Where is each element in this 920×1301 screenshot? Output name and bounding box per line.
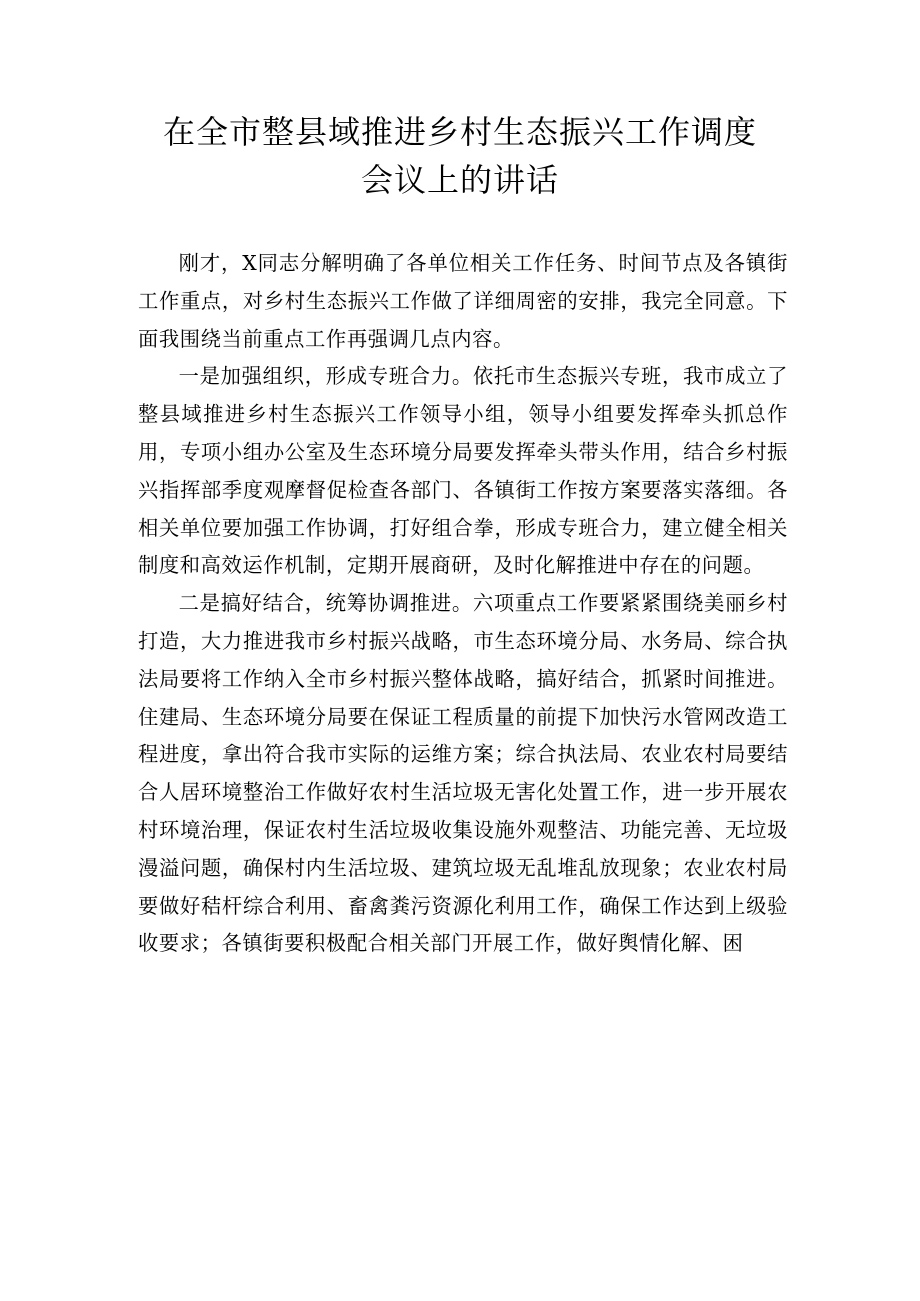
document-body	[138, 245, 788, 963]
title-line-1: 在全市整县域推进乡村生态振兴工作调度	[162, 113, 757, 151]
paragraph-intro: 刚才，X同志分解明确了各单位相关工作任务、时间节点及各镇街工作重点，对乡村生态振兴工作做了详细周密的安排，我完全同意。下面我围绕当前重点工作再强调几点内容。	[138, 251, 788, 351]
document-title	[138, 108, 782, 204]
paragraph-point-two: 二是搞好结合，统筹协调推进。六项重点工作要紧紧围绕美丽乡村打造，大力推进我市乡村振兴战略，市生态环境分局、水务局、综合执法局要将工作纳入全市乡村振兴整体战略，搞好结合，抓紧时间推进。住建局、生态环境分局要在保证工程质量的前提下加快污水管网改造工程进度，拿出符合我市实际的运维方案；综合执法局、农业农村局要结合人居环境整治工作做好农村生活垃圾无害化处置工作，进一步开展农村环境治理，保证农村生活垃圾收集设施外观整洁、功能完善、无垃圾漫溢问题，确保村内生活垃圾、建筑垃圾无乱堆乱放现象；农业农村局要做好秸杆综合利用、畜禽粪污资源化利用工作，确保工作达到上级验收要求；各镇街要积极配合相关部门开展工作，做好舆情化解、困	[138, 591, 788, 956]
paragraph-point-one: 一是加强组织，形成专班合力。依托市生态振兴专班，我市成立了整县域推进乡村生态振兴工作领导小组，领导小组要发挥牵头抓总作用，专项小组办公室及生态环境分局要发挥牵头带头作用，结合乡村振兴指挥部季度观摩督促检查各部门、各镇街工作按方案要落实落细。各相关单位要加强工作协调，打好组合拳，形成专班合力，建立健全相关制度和高效运作机制，定期开展商研，及时化解推进中存在的问题。	[138, 364, 788, 578]
title-line-2: 会议上的讲话	[360, 161, 559, 199]
